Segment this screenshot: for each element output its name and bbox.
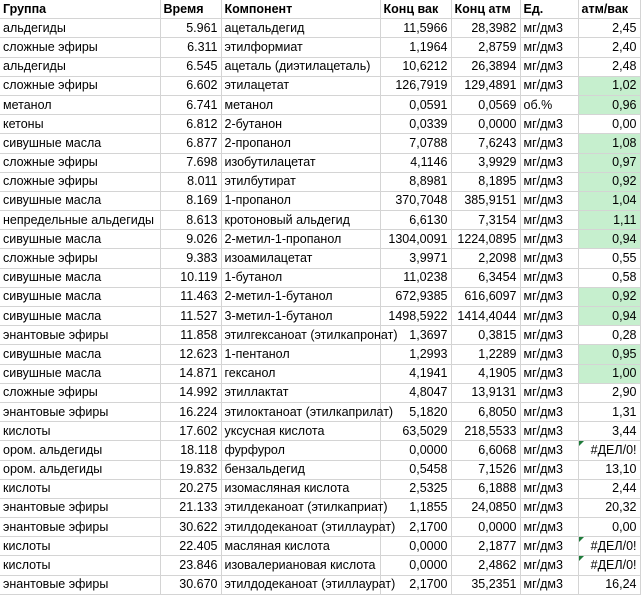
table-row	[0, 172, 640, 191]
cell-unit[interactable]: мг/дм3	[520, 172, 578, 191]
cell-group[interactable]: ором. альдегиды	[0, 441, 160, 460]
cell-ratio[interactable]: 2,40	[578, 38, 640, 57]
cell-ratio[interactable]: 0,94	[578, 307, 640, 326]
table-row	[0, 402, 640, 421]
cell-time[interactable]: 18.118	[160, 441, 221, 460]
cell-conc-vac[interactable]: 2,5325	[380, 479, 451, 498]
header-cell-group[interactable]: Группа	[0, 0, 160, 19]
cell-component[interactable]: этилформиат	[221, 38, 380, 57]
cell-conc-atm[interactable]: 0,0000	[451, 115, 520, 134]
cell-conc-atm[interactable]: 0,3815	[451, 326, 520, 345]
cell-unit[interactable]: мг/дм3	[520, 19, 578, 38]
cell-conc-atm[interactable]: 0,0000	[451, 518, 520, 537]
cell-conc-vac[interactable]: 6,6130	[380, 211, 451, 230]
cell-time[interactable]: 30.670	[160, 575, 221, 594]
cell-time[interactable]: 22.405	[160, 537, 221, 556]
table-row	[0, 230, 640, 249]
cell-time[interactable]: 8.613	[160, 211, 221, 230]
cell-conc-atm[interactable]: 129,4891	[451, 76, 520, 95]
cell-conc-atm[interactable]: 6,1888	[451, 479, 520, 498]
cell-ratio[interactable]: 2,44	[578, 479, 640, 498]
cell-unit[interactable]: мг/дм3	[520, 38, 578, 57]
header-cell-conc-vac[interactable]: Конц вак	[380, 0, 451, 19]
cell-time[interactable]: 8.011	[160, 172, 221, 191]
cell-conc-atm[interactable]: 6,3454	[451, 268, 520, 287]
cell-conc-vac[interactable]: 0,0000	[380, 441, 451, 460]
cell-time[interactable]: 20.275	[160, 479, 221, 498]
cell-conc-vac[interactable]: 4,8047	[380, 383, 451, 402]
cell-group[interactable]: метанол	[0, 95, 160, 114]
cell-conc-atm[interactable]: 2,1877	[451, 537, 520, 556]
cell-group[interactable]: кислоты	[0, 422, 160, 441]
table-row	[0, 134, 640, 153]
cell-ratio[interactable]: #ДЕЛ/0!	[578, 441, 640, 460]
cell-group[interactable]: сивушные масла	[0, 345, 160, 364]
cell-ratio[interactable]: 1,04	[578, 191, 640, 210]
cell-group[interactable]: альдегиды	[0, 57, 160, 76]
cell-group[interactable]: кетоны	[0, 115, 160, 134]
cell-conc-vac[interactable]: 0,0339	[380, 115, 451, 134]
table-row	[0, 345, 640, 364]
cell-conc-vac[interactable]: 4,1941	[380, 364, 451, 383]
cell-group[interactable]: сложные эфиры	[0, 38, 160, 57]
table-row	[0, 441, 640, 460]
cell-conc-atm[interactable]: 0,0569	[451, 95, 520, 114]
cell-component[interactable]: ацетальдегид	[221, 19, 380, 38]
cell-conc-atm[interactable]: 3,9929	[451, 153, 520, 172]
cell-group[interactable]: сивушные масла	[0, 134, 160, 153]
cell-group[interactable]: сивушные масла	[0, 230, 160, 249]
cell-ratio[interactable]: 0,00	[578, 115, 640, 134]
cell-conc-atm[interactable]: 385,9151	[451, 191, 520, 210]
cell-group[interactable]: сивушные масла	[0, 287, 160, 306]
cell-conc-vac[interactable]: 10,6212	[380, 57, 451, 76]
cell-conc-atm[interactable]: 7,6243	[451, 134, 520, 153]
cell-unit[interactable]: мг/дм3	[520, 230, 578, 249]
cell-component[interactable]: 2-бутанон	[221, 115, 380, 134]
cell-group[interactable]: ором. альдегиды	[0, 460, 160, 479]
cell-time[interactable]: 14.871	[160, 364, 221, 383]
cell-component[interactable]: 1-пропанол	[221, 191, 380, 210]
cell-time[interactable]: 12.623	[160, 345, 221, 364]
cell-component[interactable]: этилгексаноат (этилкапронат)	[221, 326, 380, 345]
cell-group[interactable]: энантовые эфиры	[0, 518, 160, 537]
cell-component[interactable]: метанол	[221, 95, 380, 114]
cell-ratio[interactable]: 1,31	[578, 402, 640, 421]
cell-component[interactable]: 2-метил-1-пропанол	[221, 230, 380, 249]
cell-time[interactable]: 6.741	[160, 95, 221, 114]
table-row	[0, 518, 640, 537]
cell-time[interactable]: 23.846	[160, 556, 221, 575]
table-row	[0, 57, 640, 76]
cell-unit[interactable]: мг/дм3	[520, 460, 578, 479]
cell-group[interactable]: сложные эфиры	[0, 153, 160, 172]
header-cell-conc-atm[interactable]: Конц атм	[451, 0, 520, 19]
header-cell-time[interactable]: Время	[160, 0, 221, 19]
cell-ratio[interactable]: 0,96	[578, 95, 640, 114]
cell-component[interactable]: этилбутират	[221, 172, 380, 191]
cell-conc-vac[interactable]: 3,9971	[380, 249, 451, 268]
cell-unit[interactable]: мг/дм3	[520, 479, 578, 498]
table-row	[0, 422, 640, 441]
table-row	[0, 249, 640, 268]
cell-ratio[interactable]: 0,58	[578, 268, 640, 287]
cell-conc-atm[interactable]: 218,5533	[451, 422, 520, 441]
cell-conc-vac[interactable]: 2,1700	[380, 518, 451, 537]
table-row	[0, 19, 640, 38]
cell-unit[interactable]: мг/дм3	[520, 211, 578, 230]
cell-time[interactable]: 16.224	[160, 402, 221, 421]
cell-group[interactable]: кислоты	[0, 479, 160, 498]
cell-unit[interactable]: мг/дм3	[520, 364, 578, 383]
cell-time[interactable]: 11.463	[160, 287, 221, 306]
table-row	[0, 76, 640, 95]
cell-conc-atm[interactable]: 24,0850	[451, 498, 520, 517]
table-row	[0, 211, 640, 230]
cell-component[interactable]: бензальдегид	[221, 460, 380, 479]
cell-component[interactable]: фурфурол	[221, 441, 380, 460]
cell-conc-atm[interactable]: 616,6097	[451, 287, 520, 306]
cell-conc-vac[interactable]: 126,7919	[380, 76, 451, 95]
cell-component[interactable]: кротоновый альдегид	[221, 211, 380, 230]
cell-conc-vac[interactable]: 0,5458	[380, 460, 451, 479]
cell-unit[interactable]: мг/дм3	[520, 268, 578, 287]
cell-conc-vac[interactable]: 0,0000	[380, 537, 451, 556]
table-row	[0, 326, 640, 345]
cell-conc-atm[interactable]: 6,8050	[451, 402, 520, 421]
cell-component[interactable]: ацеталь (диэтилацеталь)	[221, 57, 380, 76]
cell-time[interactable]: 10.119	[160, 268, 221, 287]
cell-conc-atm[interactable]: 26,3894	[451, 57, 520, 76]
cell-unit[interactable]: мг/дм3	[520, 402, 578, 421]
cell-conc-atm[interactable]: 1414,4044	[451, 307, 520, 326]
cell-conc-vac[interactable]: 5,1820	[380, 402, 451, 421]
cell-component[interactable]: этилацетат	[221, 76, 380, 95]
cell-component[interactable]: 2-метил-1-бутанол	[221, 287, 380, 306]
cell-time[interactable]: 19.832	[160, 460, 221, 479]
cell-ratio[interactable]: 0,92	[578, 172, 640, 191]
cell-conc-atm[interactable]: 13,9131	[451, 383, 520, 402]
cell-conc-vac[interactable]: 11,5966	[380, 19, 451, 38]
table-row	[0, 38, 640, 57]
cell-group[interactable]: энантовые эфиры	[0, 575, 160, 594]
cell-time[interactable]: 30.622	[160, 518, 221, 537]
cell-group[interactable]: энантовые эфиры	[0, 402, 160, 421]
cell-time[interactable]: 7.698	[160, 153, 221, 172]
cell-group[interactable]: сложные эфиры	[0, 76, 160, 95]
cell-time[interactable]: 9.383	[160, 249, 221, 268]
cell-component[interactable]: 1-бутанол	[221, 268, 380, 287]
cell-unit[interactable]: мг/дм3	[520, 307, 578, 326]
cell-time[interactable]: 21.133	[160, 498, 221, 517]
cell-ratio[interactable]: 1,11	[578, 211, 640, 230]
cell-unit[interactable]: мг/дм3	[520, 345, 578, 364]
cell-conc-vac[interactable]: 0,0000	[380, 556, 451, 575]
cell-unit[interactable]: мг/дм3	[520, 153, 578, 172]
cell-conc-vac[interactable]: 2,1700	[380, 575, 451, 594]
cell-group[interactable]: сивушные масла	[0, 268, 160, 287]
cell-group[interactable]: сложные эфиры	[0, 172, 160, 191]
cell-unit[interactable]: мг/дм3	[520, 422, 578, 441]
cell-ratio[interactable]: 0,55	[578, 249, 640, 268]
cell-ratio[interactable]: 2,48	[578, 57, 640, 76]
cell-conc-vac[interactable]: 672,9385	[380, 287, 451, 306]
cell-component[interactable]: 2-пропанол	[221, 134, 380, 153]
cell-ratio[interactable]: 16,24	[578, 575, 640, 594]
cell-unit[interactable]: об.%	[520, 95, 578, 114]
cell-conc-atm[interactable]: 1,2289	[451, 345, 520, 364]
cell-unit[interactable]: мг/дм3	[520, 498, 578, 517]
cell-conc-atm[interactable]: 1224,0895	[451, 230, 520, 249]
cell-ratio[interactable]: 3,44	[578, 422, 640, 441]
cell-conc-atm[interactable]: 4,1905	[451, 364, 520, 383]
cell-conc-vac[interactable]: 7,0788	[380, 134, 451, 153]
cell-group[interactable]: сивушные масла	[0, 364, 160, 383]
cell-time[interactable]: 11.858	[160, 326, 221, 345]
cell-component[interactable]: этилдеканоат (этилкаприат)	[221, 498, 380, 517]
table-row	[0, 556, 640, 575]
cell-conc-vac[interactable]: 1304,0091	[380, 230, 451, 249]
cell-time[interactable]: 6.545	[160, 57, 221, 76]
cell-unit[interactable]: мг/дм3	[520, 191, 578, 210]
cell-unit[interactable]: мг/дм3	[520, 115, 578, 134]
cell-unit[interactable]: мг/дм3	[520, 326, 578, 345]
cell-time[interactable]: 8.169	[160, 191, 221, 210]
cell-conc-vac[interactable]: 63,5029	[380, 422, 451, 441]
cell-ratio[interactable]: 2,90	[578, 383, 640, 402]
table-row	[0, 115, 640, 134]
table-row	[0, 364, 640, 383]
cell-group[interactable]: сивушные масла	[0, 191, 160, 210]
cell-group[interactable]: энантовые эфиры	[0, 498, 160, 517]
cell-conc-atm[interactable]: 6,6068	[451, 441, 520, 460]
cell-time[interactable]: 6.311	[160, 38, 221, 57]
cell-conc-vac[interactable]: 0,0591	[380, 95, 451, 114]
cell-time[interactable]: 14.992	[160, 383, 221, 402]
cell-ratio[interactable]: #ДЕЛ/0!	[578, 537, 640, 556]
cell-component[interactable]: 3-метил-1-бутанол	[221, 307, 380, 326]
cell-time[interactable]: 6.602	[160, 76, 221, 95]
cell-group[interactable]: энантовые эфиры	[0, 326, 160, 345]
table-row	[0, 498, 640, 517]
cell-component[interactable]: изоамилацетат	[221, 249, 380, 268]
header-cell-ratio[interactable]: атм/вак	[578, 0, 640, 19]
cell-conc-vac[interactable]: 1,1855	[380, 498, 451, 517]
cell-component[interactable]: изомасляная кислота	[221, 479, 380, 498]
cell-conc-vac[interactable]: 1498,5922	[380, 307, 451, 326]
cell-ratio[interactable]: 0,95	[578, 345, 640, 364]
cell-component[interactable]: изобутилацетат	[221, 153, 380, 172]
cell-ratio[interactable]: #ДЕЛ/0!	[578, 556, 640, 575]
cell-conc-atm[interactable]: 2,8759	[451, 38, 520, 57]
cell-unit[interactable]: мг/дм3	[520, 518, 578, 537]
cell-conc-vac[interactable]: 1,3697	[380, 326, 451, 345]
cell-component[interactable]: этилдодеканоат (этиллаурат)	[221, 518, 380, 537]
cell-time[interactable]: 11.527	[160, 307, 221, 326]
cell-unit[interactable]: мг/дм3	[520, 575, 578, 594]
table-row	[0, 460, 640, 479]
cell-conc-vac[interactable]: 4,1146	[380, 153, 451, 172]
cell-conc-atm[interactable]: 28,3982	[451, 19, 520, 38]
cell-conc-vac[interactable]: 1,2993	[380, 345, 451, 364]
cell-ratio[interactable]: 1,00	[578, 364, 640, 383]
cell-component[interactable]: этиллактат	[221, 383, 380, 402]
cell-component[interactable]: гексанол	[221, 364, 380, 383]
table-row	[0, 383, 640, 402]
table-row	[0, 153, 640, 172]
cell-unit[interactable]: мг/дм3	[520, 287, 578, 306]
cell-group[interactable]: сивушные масла	[0, 307, 160, 326]
cell-conc-atm[interactable]: 8,1895	[451, 172, 520, 191]
cell-unit[interactable]: мг/дм3	[520, 383, 578, 402]
cell-conc-atm[interactable]: 7,3154	[451, 211, 520, 230]
cell-ratio[interactable]: 13,10	[578, 460, 640, 479]
cell-component[interactable]: 1-пентанол	[221, 345, 380, 364]
cell-conc-vac[interactable]: 11,0238	[380, 268, 451, 287]
cell-conc-atm[interactable]: 35,2351	[451, 575, 520, 594]
header-cell-component[interactable]: Компонент	[221, 0, 380, 19]
cell-ratio[interactable]: 0,92	[578, 287, 640, 306]
cell-component[interactable]: масляная кислота	[221, 537, 380, 556]
cell-ratio[interactable]: 1,08	[578, 134, 640, 153]
cell-conc-atm[interactable]: 2,2098	[451, 249, 520, 268]
cell-component[interactable]: изовалериановая кислота	[221, 556, 380, 575]
cell-ratio[interactable]: 0,97	[578, 153, 640, 172]
cell-component[interactable]: уксусная кислота	[221, 422, 380, 441]
cell-component[interactable]: этилоктаноат (этилкаприлат)	[221, 402, 380, 421]
cell-group[interactable]: кислоты	[0, 537, 160, 556]
cell-conc-vac[interactable]: 8,8981	[380, 172, 451, 191]
cell-ratio[interactable]: 0,94	[578, 230, 640, 249]
cell-time[interactable]: 6.812	[160, 115, 221, 134]
cell-component[interactable]: этилдодеканоат (этиллаурат)	[221, 575, 380, 594]
cell-group[interactable]: сложные эфиры	[0, 249, 160, 268]
cell-time[interactable]: 17.602	[160, 422, 221, 441]
cell-conc-atm[interactable]: 7,1526	[451, 460, 520, 479]
cell-unit[interactable]: мг/дм3	[520, 537, 578, 556]
cell-conc-vac[interactable]: 370,7048	[380, 191, 451, 210]
table-row	[0, 191, 640, 210]
cell-unit[interactable]: мг/дм3	[520, 441, 578, 460]
cell-unit[interactable]: мг/дм3	[520, 134, 578, 153]
cell-conc-atm[interactable]: 2,4862	[451, 556, 520, 575]
cell-conc-vac[interactable]: 1,1964	[380, 38, 451, 57]
cell-unit[interactable]: мг/дм3	[520, 57, 578, 76]
cell-group[interactable]: кислоты	[0, 556, 160, 575]
table-row	[0, 307, 640, 326]
cell-group[interactable]: непредельные альдегиды	[0, 211, 160, 230]
cell-time[interactable]: 6.877	[160, 134, 221, 153]
table-row	[0, 537, 640, 556]
cell-group[interactable]: альдегиды	[0, 19, 160, 38]
table-row	[0, 268, 640, 287]
header-row	[0, 0, 640, 19]
table-row	[0, 479, 640, 498]
table-row	[0, 95, 640, 114]
cell-ratio[interactable]: 0,28	[578, 326, 640, 345]
table-row	[0, 575, 640, 594]
cell-unit[interactable]: мг/дм3	[520, 556, 578, 575]
cell-time[interactable]: 9.026	[160, 230, 221, 249]
cell-group[interactable]: сложные эфиры	[0, 383, 160, 402]
header-cell-unit[interactable]: Ед.	[520, 0, 578, 19]
cell-unit[interactable]: мг/дм3	[520, 76, 578, 95]
cell-time[interactable]: 5.961	[160, 19, 221, 38]
cell-ratio[interactable]: 1,02	[578, 76, 640, 95]
cell-unit[interactable]: мг/дм3	[520, 249, 578, 268]
cell-ratio[interactable]: 2,45	[578, 19, 640, 38]
cell-ratio[interactable]: 20,32	[578, 498, 640, 517]
table-row	[0, 287, 640, 306]
cell-ratio[interactable]: 0,00	[578, 518, 640, 537]
